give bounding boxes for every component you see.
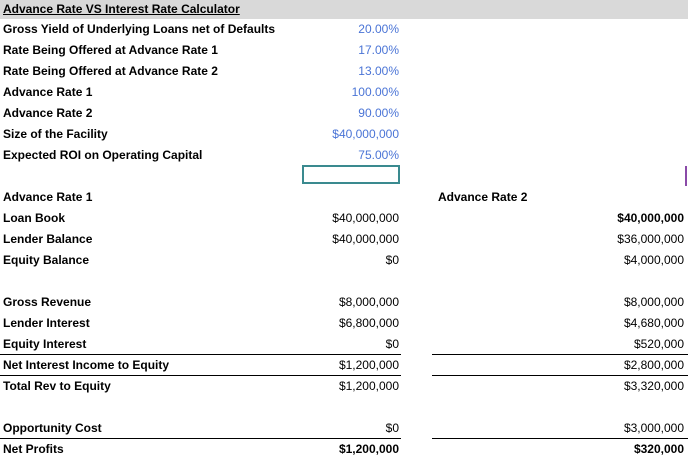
row-net-profits[interactable] bbox=[0, 439, 688, 460]
section-header-row bbox=[0, 187, 688, 208]
row-label: Loan Book bbox=[3, 211, 65, 225]
value-col-1[interactable]: $1,200,000 bbox=[338, 379, 399, 393]
value-col-1[interactable]: $1,200,000 bbox=[338, 358, 399, 372]
row-label: Equity Interest bbox=[3, 337, 87, 351]
input-row-advance-rate-1[interactable] bbox=[0, 82, 688, 103]
row-net-interest-income[interactable] bbox=[0, 355, 688, 376]
input-value[interactable]: 100.00% bbox=[351, 85, 399, 99]
value-col-2[interactable]: $8,000,000 bbox=[623, 295, 684, 309]
input-value[interactable]: 90.00% bbox=[358, 106, 399, 120]
value-col-1[interactable]: $8,000,000 bbox=[338, 295, 399, 309]
input-row-rate-1[interactable] bbox=[0, 40, 688, 61]
input-row-expected-roi[interactable] bbox=[0, 145, 688, 166]
input-value[interactable]: 17.00% bbox=[358, 43, 399, 57]
input-value[interactable]: 75.00% bbox=[358, 148, 399, 162]
input-row-facility-size[interactable] bbox=[0, 124, 688, 145]
row-equity-balance[interactable] bbox=[0, 250, 688, 271]
row-gross-revenue[interactable] bbox=[0, 292, 688, 313]
value-col-2[interactable]: $4,000,000 bbox=[623, 253, 684, 267]
value-col-1[interactable]: $6,800,000 bbox=[338, 316, 399, 330]
input-row-gross-yield[interactable] bbox=[0, 19, 688, 40]
selected-cell[interactable] bbox=[302, 165, 400, 184]
input-label: Advance Rate 1 bbox=[3, 85, 93, 99]
input-row-rate-2[interactable] bbox=[0, 61, 688, 82]
row-loan-book[interactable] bbox=[0, 208, 688, 229]
value-col-2[interactable]: $320,000 bbox=[633, 442, 684, 456]
row-lender-interest[interactable] bbox=[0, 313, 688, 334]
value-col-1[interactable]: $0 bbox=[385, 421, 399, 435]
input-label: Advance Rate 2 bbox=[3, 106, 93, 120]
value-col-2[interactable]: $3,320,000 bbox=[623, 379, 684, 393]
input-label: Gross Yield of Underlying Loans net of Defaults bbox=[3, 22, 276, 36]
input-value[interactable]: 13.00% bbox=[358, 64, 399, 78]
input-label: Expected ROI on Operating Capital bbox=[3, 148, 203, 162]
input-value[interactable]: 20.00% bbox=[358, 22, 399, 36]
input-value[interactable]: $40,000,000 bbox=[332, 127, 399, 141]
section-header-advance-rate-1: Advance Rate 1 bbox=[3, 190, 93, 204]
row-label: Opportunity Cost bbox=[3, 421, 102, 435]
row-lender-balance[interactable] bbox=[0, 229, 688, 250]
value-col-2[interactable]: $36,000,000 bbox=[617, 232, 684, 246]
value-col-1[interactable]: $0 bbox=[385, 337, 399, 351]
title-row[interactable] bbox=[0, 0, 688, 19]
value-col-2[interactable]: $520,000 bbox=[633, 337, 684, 351]
row-label: Gross Revenue bbox=[3, 295, 92, 309]
value-col-1[interactable]: $40,000,000 bbox=[332, 211, 399, 225]
input-label: Size of the Facility bbox=[3, 127, 108, 141]
scroll-edge-marker bbox=[685, 166, 687, 186]
input-label: Rate Being Offered at Advance Rate 2 bbox=[3, 64, 218, 78]
value-col-1[interactable]: $1,200,000 bbox=[338, 442, 399, 456]
row-equity-interest[interactable] bbox=[0, 334, 688, 355]
row-label: Lender Balance bbox=[3, 232, 93, 246]
row-label: Equity Balance bbox=[3, 253, 90, 267]
value-col-1[interactable]: $40,000,000 bbox=[332, 232, 399, 246]
row-total-rev-to-equity[interactable] bbox=[0, 376, 688, 397]
section-header-advance-rate-2: Advance Rate 2 bbox=[438, 190, 528, 204]
row-label: Net Profits bbox=[3, 442, 64, 456]
row-label: Lender Interest bbox=[3, 316, 90, 330]
value-col-2[interactable]: $2,800,000 bbox=[623, 358, 684, 372]
row-opportunity-cost[interactable] bbox=[0, 418, 688, 439]
value-col-2[interactable]: $40,000,000 bbox=[617, 211, 684, 225]
value-col-1[interactable]: $0 bbox=[385, 253, 399, 267]
value-col-2[interactable]: $3,000,000 bbox=[623, 421, 684, 435]
value-col-2[interactable]: $4,680,000 bbox=[623, 316, 684, 330]
row-label: Net Interest Income to Equity bbox=[3, 358, 170, 372]
input-row-advance-rate-2[interactable] bbox=[0, 103, 688, 124]
sheet-title: Advance Rate VS Interest Rate Calculator bbox=[3, 2, 240, 16]
row-label: Total Rev to Equity bbox=[3, 379, 111, 393]
input-label: Rate Being Offered at Advance Rate 1 bbox=[3, 43, 218, 57]
